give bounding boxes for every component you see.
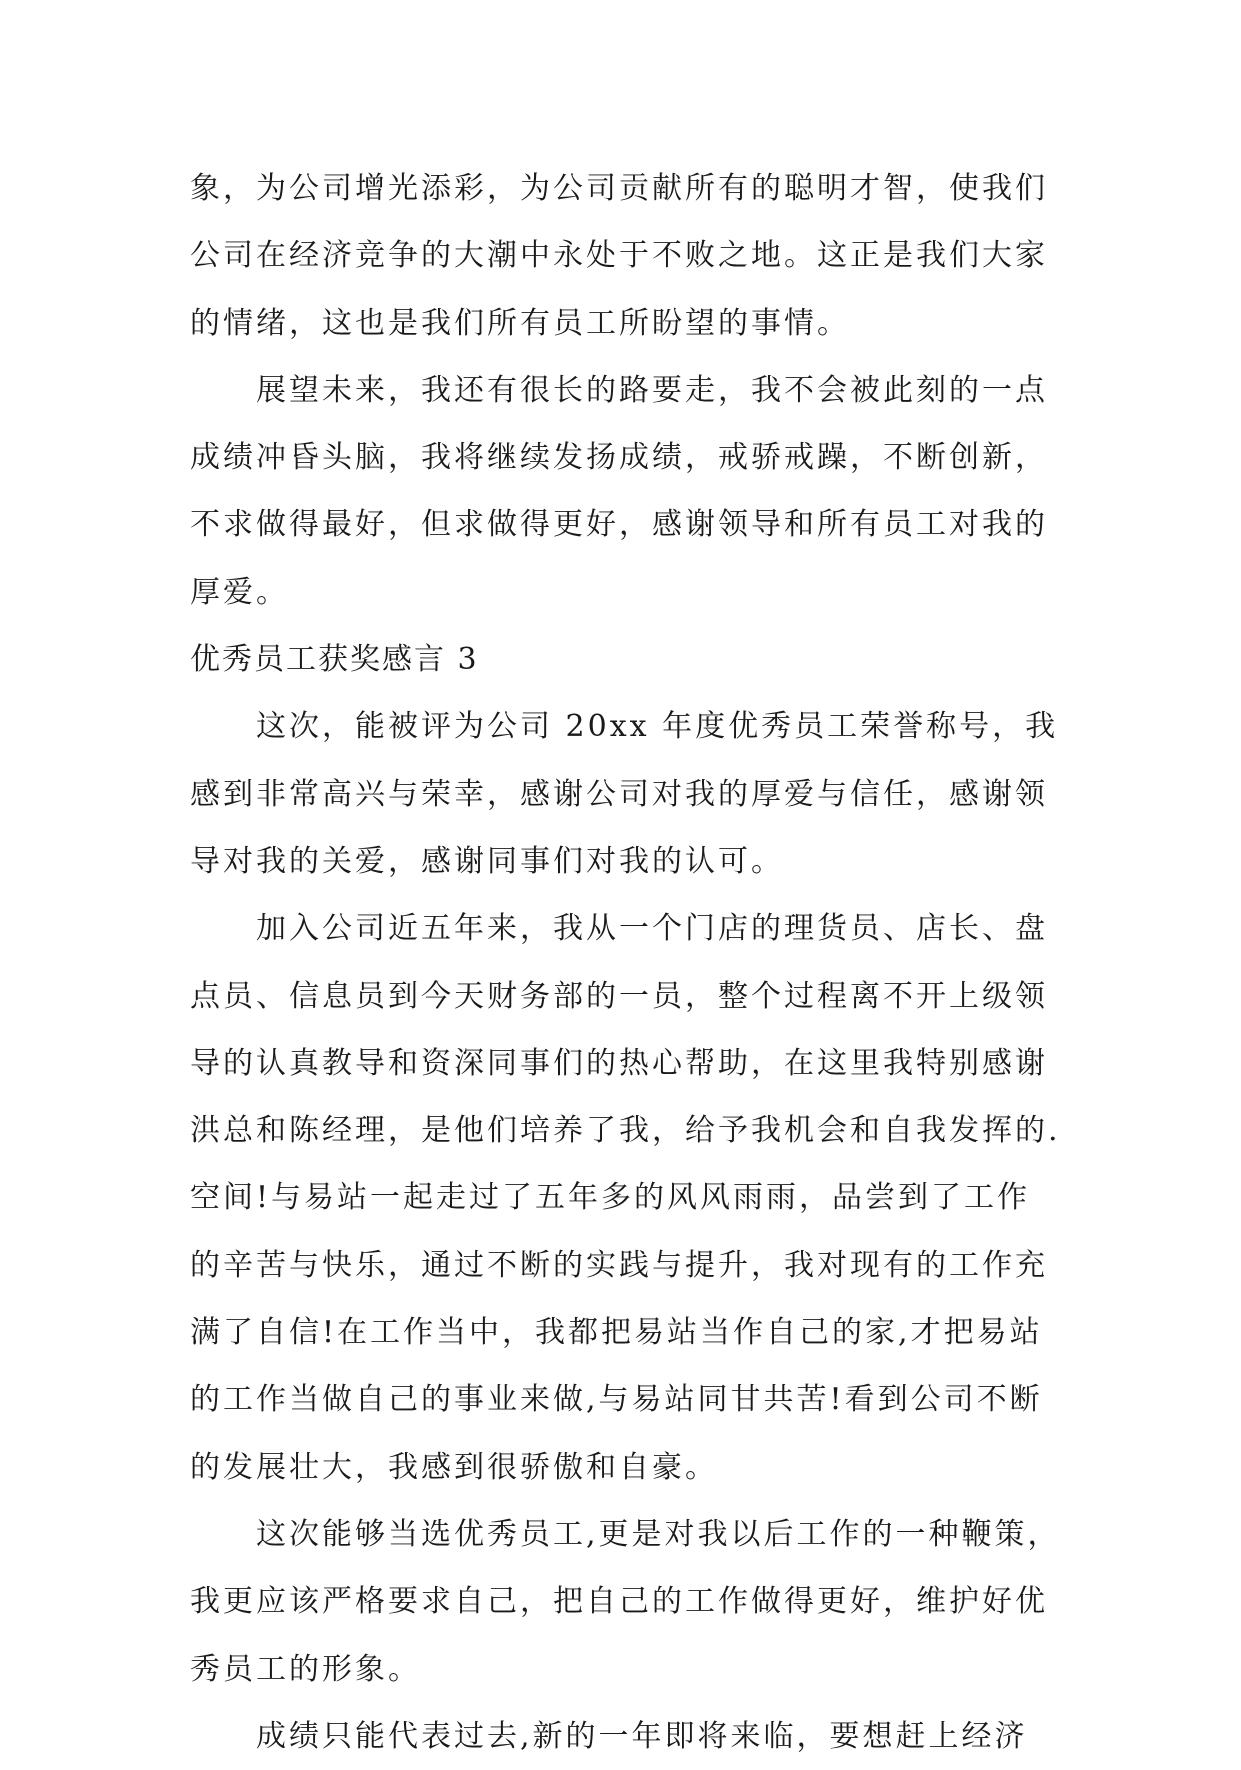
- text-line: 的情绪，这也是我们所有员工所盼望的事情。: [190, 305, 850, 341]
- text-line: 象，为公司增光添彩，为公司贡献所有的聪明才智，使我们: [190, 171, 1048, 206]
- text-line: 感到非常高兴与荣幸，感谢公司对我的厚爱与信任，感谢领: [190, 776, 1048, 812]
- text-line: 的辛苦与快乐，通过不断的实践与提升，我对现有的工作充: [190, 1247, 1048, 1283]
- paragraph-first-line: 展望未来，我还有很长的路要走，我不会被此刻的一点: [256, 372, 1048, 408]
- text-line: 导的认真教导和资深同事们的热心帮助，在这里我特别感谢: [190, 1045, 1048, 1081]
- text-line: 点员、信息员到今天财务部的一员，整个过程离不开上级领: [190, 978, 1048, 1014]
- section-heading: 优秀员工获奖感言 3: [190, 642, 479, 678]
- document-body: [190, 155, 1061, 1770]
- text-line: 满了自信!在工作当中，我都把易站当作自己的家,才把易站: [190, 1315, 1043, 1351]
- text-line: 导对我的关爱，感谢同事们对我的认可。: [190, 843, 784, 879]
- text-line: 不求做得最好，但求做得更好，感谢领导和所有员工对我的: [190, 507, 1048, 543]
- text-line: 厚爱。: [190, 574, 289, 610]
- text-line: 的工作当做自己的事业来做,与易站同甘共苦!看到公司不断: [190, 1382, 1043, 1418]
- paragraph-first-line: 加入公司近五年来，我从一个门店的理货员、店长、盘: [256, 911, 1048, 947]
- text-line: 秀员工的形象。: [190, 1651, 421, 1687]
- paragraph-first-line: 成绩只能代表过去,新的一年即将来临，要想赶上经济: [256, 1718, 1028, 1754]
- text-line: 空间!与易站一起走过了五年多的风风雨雨，品尝到了工作: [190, 1180, 1031, 1216]
- text-line: 洪总和陈经理，是他们培养了我，给予我机会和自我发挥的.: [190, 1113, 1061, 1149]
- text-line: 公司在经济竞争的大潮中永处于不败之地。这正是我们大家: [190, 238, 1048, 274]
- text-line: 的发展壮大，我感到很骄傲和自豪。: [190, 1449, 718, 1485]
- text-line: 我更应该严格要求自己，把自己的工作做得更好，维护好优: [190, 1584, 1048, 1620]
- text-line: 成绩冲昏头脑，我将继续发扬成绩，戒骄戒躁，不断创新，: [190, 440, 1048, 476]
- paragraph-first-line: 这次，能被评为公司 20xx 年度优秀员工荣誉称号，我: [256, 709, 1059, 745]
- paragraph-first-line: 这次能够当选优秀员工,更是对我以后工作的一种鞭策，: [256, 1516, 1061, 1552]
